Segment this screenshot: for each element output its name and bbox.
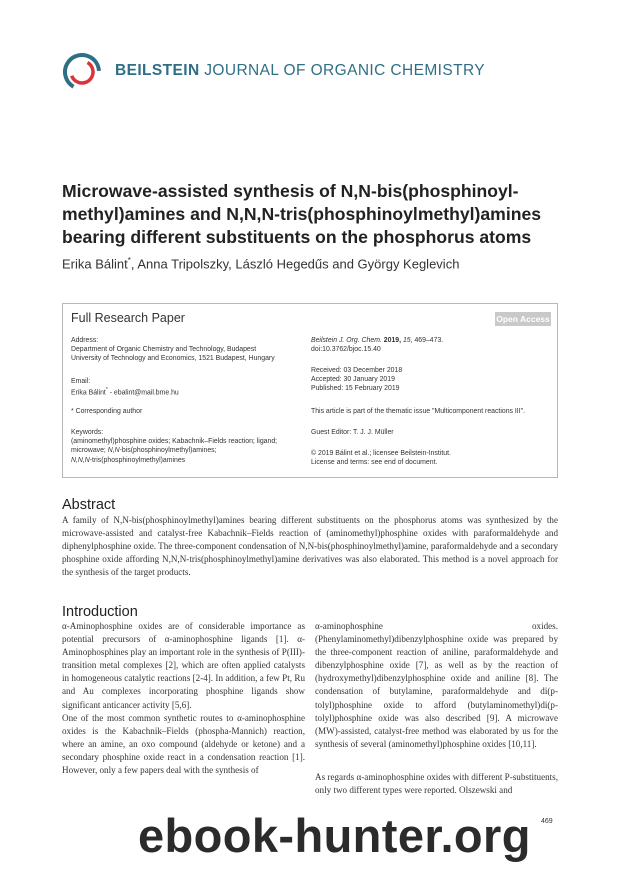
introduction-heading: Introduction bbox=[62, 604, 138, 620]
journal-logo-icon bbox=[62, 52, 102, 92]
intro-right-paragraph-2: As regards α-aminophosphine oxides with different P-substituents, only two different types were reported. Olszewski and bbox=[315, 772, 558, 796]
guest-editor: Guest Editor: T. J. J. Müller bbox=[311, 429, 394, 436]
abstract-text: A family of N,N-bis(phosphinoylmethyl)amines bearing different substituents on the phosphorus atoms was synthesized by the microwave-assisted and catalyst-free Kabachnik–Fields reaction of (aminomethyl)phosphine oxides with paraformaldehyde and diphenylphosphine oxide. The three-component condensation of N,N-bis(phosphinoylmethyl)amine, paraformaldehyde and a secondary phosphine oxide affording N,N,N-tris(phosphinoylmethyl)amine derivatives was also elaborated. This method is a novel approach for the synthesis of the target products. bbox=[62, 515, 558, 578]
journal-name-rest: JOURNAL OF ORGANIC CHEMISTRY bbox=[199, 62, 486, 79]
author-list bbox=[62, 256, 459, 271]
citation-pages: 469–473. bbox=[412, 337, 444, 344]
intro-left-paragraph-1: α-Aminophosphine oxides are of considerable importance as potential precursors of α-aminophosphine ligands [1]. α-Aminophosphines play an important role in the synthesis of P(III)-transition metal complexes [2], which are often applied catalysts in homogeneous catalytic reactions [2-4]. In addition, a few Pt, Ru and Au complexes incorporating phosphine ligands show significant anticancer activity [5,6]. bbox=[62, 621, 305, 710]
published-date: Published: 15 February 2019 bbox=[311, 385, 400, 393]
keywords-label: Keywords: bbox=[71, 429, 104, 436]
article-type: Full Research Paper bbox=[71, 311, 185, 325]
license-terms[interactable]: License and terms: see end of document. bbox=[311, 459, 438, 467]
dates-block bbox=[311, 366, 551, 394]
citation-line bbox=[311, 336, 551, 345]
thematic-issue[interactable]: This article is part of the thematic issue "Multicomponent reactions III". bbox=[311, 408, 525, 415]
email-star: * bbox=[105, 387, 108, 394]
accepted-date: Accepted: 30 January 2019 bbox=[311, 376, 395, 384]
corresponding-note: * Corresponding author bbox=[71, 408, 143, 415]
journal-name[interactable] bbox=[115, 62, 485, 80]
citation-year: 2019, bbox=[381, 337, 402, 344]
title-line-2: methyl)amines and N,N,N-tris(phosphinoylmethyl)amines bbox=[62, 204, 542, 224]
kw-bis: -bis(phosphinoylmethyl)amines; bbox=[119, 447, 217, 455]
kw-nnn: N,N,N bbox=[71, 456, 90, 464]
copyright: © 2019 Bálint et al.; licensee Beilstein-Institut. bbox=[311, 450, 451, 457]
received-date: Received: 03 December 2018 bbox=[311, 367, 403, 374]
kw-tris: -tris(phosphinoylmethyl)amines bbox=[89, 456, 186, 464]
intro-right-paragraph-1: α-aminophosphine oxides. (Phenylaminomethyl)dibenzylphosphine oxide was prepared by the three-component reaction of aniline, paraformaldehyde and dibenzylphosphine oxide [7], as well as by the reaction of (hydroxymethyl)dibenzylphosphine oxide and aniline [8]. The condensation of butylamine, paraformaldehyde and di(p-tolyl)phosphine oxide to afford (butylaminomethyl)di(p-tolyl)phosphine oxide was also described [9]. A microwave (MW)-assisted, catalyst-free method was elaborated by us for the synthesis of several (aminomethyl)phosphine oxides [10,11]. bbox=[315, 621, 558, 749]
watermark-text: ebook-hunter.org bbox=[138, 809, 531, 862]
keywords-line-3 bbox=[71, 456, 296, 465]
citation-journal: Beilstein J. Org. Chem. bbox=[311, 337, 382, 344]
email-line[interactable] bbox=[71, 386, 296, 398]
author-first[interactable]: Erika Bálint bbox=[62, 256, 128, 272]
title-line-3: bearing different substituents on the phosphorus atoms bbox=[62, 227, 532, 247]
address-label: Address: bbox=[71, 337, 99, 344]
abstract-heading: Abstract bbox=[62, 497, 116, 513]
author-rest[interactable]: , Anna Tripolszky, László Hegedűs and György Keglevich bbox=[130, 256, 460, 272]
intro-left-paragraph-2: One of the most common synthetic routes to α-aminophosphine oxides is the Kabachnik–Fields (phospha-Mannich) reaction, where an amine, an oxo compound (aldehyde or ketone) and a secondary phosphine oxide react in a condensation reaction [1]. However, only a few papers deal with the synthesis of bbox=[62, 713, 305, 776]
page-number: 469 bbox=[541, 818, 553, 825]
citation-volume: 15, bbox=[401, 337, 413, 344]
corresponding-marker: * bbox=[127, 256, 131, 265]
email-address: - ebalint@mail.bme.hu bbox=[107, 389, 179, 397]
email-name: Erika Bálint bbox=[71, 389, 106, 397]
keywords-block bbox=[71, 428, 296, 465]
keywords-line-2 bbox=[71, 446, 296, 455]
keywords-line-1: (aminomethyl)phosphine oxides; Kabachnik–Fields reaction; ligand; bbox=[71, 438, 278, 446]
kw-microwave: microwave; bbox=[71, 447, 108, 455]
open-access-badge[interactable]: Open Access bbox=[496, 314, 550, 324]
citation-block bbox=[311, 336, 551, 354]
email-block bbox=[71, 377, 296, 398]
address-block bbox=[71, 336, 296, 364]
email-label: Email: bbox=[71, 378, 91, 385]
journal-name-bold: BEILSTEIN bbox=[115, 62, 200, 79]
doi-link[interactable]: doi:10.3762/bjoc.15.40 bbox=[311, 346, 381, 354]
address-line-1: Department of Organic Chemistry and Technology, Budapest bbox=[71, 346, 257, 354]
title-line-1: Microwave-assisted synthesis of N,N-bis(phosphinoyl- bbox=[62, 181, 519, 201]
copyright-block bbox=[311, 449, 551, 467]
address-line-2: University of Technology and Economics, 1521 Budapest, Hungary bbox=[71, 355, 275, 363]
kw-nn: N,N bbox=[107, 447, 120, 455]
article-title bbox=[62, 180, 562, 249]
